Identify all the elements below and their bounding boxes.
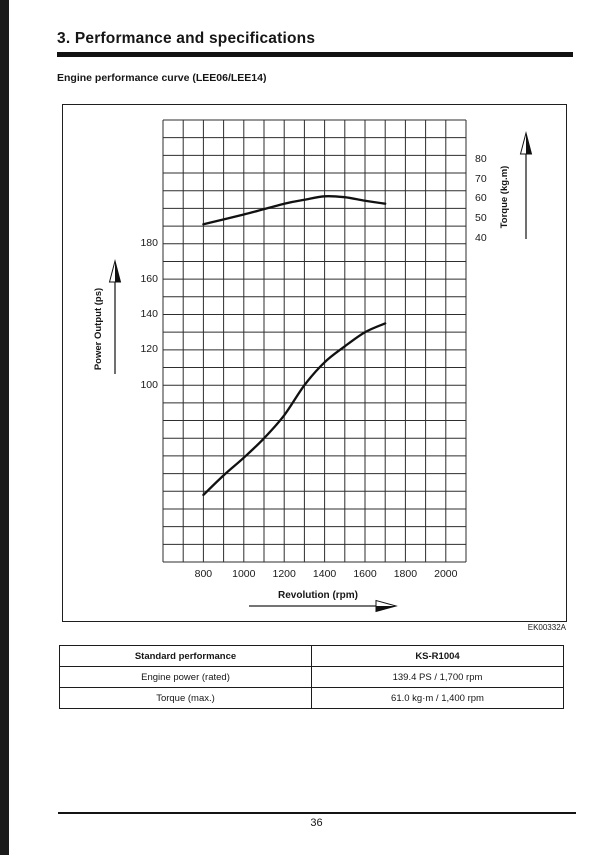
revolution-tick-label: 1600 (353, 568, 377, 580)
torque-tick-label: 40 (475, 231, 487, 244)
performance-chart (62, 104, 567, 622)
section-title: 3. Performance and specifications (57, 30, 316, 47)
torque-axis-label: Torque (kg.m) (499, 165, 510, 229)
torque-curve (203, 196, 385, 224)
specification-table (59, 645, 564, 709)
power-tick-label: 160 (140, 272, 158, 285)
row-value: 61.0 kg·m / 1,400 rpm (312, 688, 564, 709)
revolution-tick-label: 1800 (393, 568, 418, 580)
power-tick-label: 100 (140, 378, 158, 391)
revolution-axis-arrow-icon (249, 601, 396, 612)
figure-code: EK00332A (527, 623, 566, 632)
chart-title: Engine performance curve (LEE06/LEE14) (57, 72, 267, 84)
page-number: 36 (310, 817, 323, 829)
torque-tick-label: 80 (475, 153, 487, 166)
revolution-tick-label: 800 (194, 568, 213, 580)
table-row (60, 688, 564, 709)
power-axis-label: Power Output (ps) (93, 287, 104, 371)
title-rule (57, 52, 573, 57)
footer-rule (58, 812, 576, 814)
torque-tick-label: 60 (475, 192, 487, 205)
power-tick-label: 120 (140, 343, 158, 356)
revolution-tick-label: 1000 (232, 568, 256, 580)
table-header-label: Standard performance (60, 646, 312, 667)
table-header-row (60, 646, 564, 667)
table-row (60, 667, 564, 688)
grid-lines (163, 120, 466, 562)
page-binding-edge (0, 0, 9, 855)
row-label: Torque (max.) (60, 688, 312, 709)
revolution-axis-label: Revolution (rpm) (278, 590, 358, 601)
power-curve (203, 323, 385, 495)
torque-tick-label: 70 (475, 172, 487, 185)
revolution-tick-label: 1400 (312, 568, 337, 580)
row-label: Engine power (rated) (60, 667, 312, 688)
torque-axis-arrow-icon (521, 133, 532, 239)
torque-tick-label: 50 (475, 211, 487, 224)
table-header-value: KS-R1004 (312, 646, 564, 667)
power-tick-label: 180 (140, 237, 158, 250)
power-tick-label: 140 (140, 308, 158, 321)
revolution-tick-label: 2000 (434, 568, 458, 580)
row-value: 139.4 PS / 1,700 rpm (312, 667, 564, 688)
revolution-tick-label: 1200 (272, 568, 296, 580)
